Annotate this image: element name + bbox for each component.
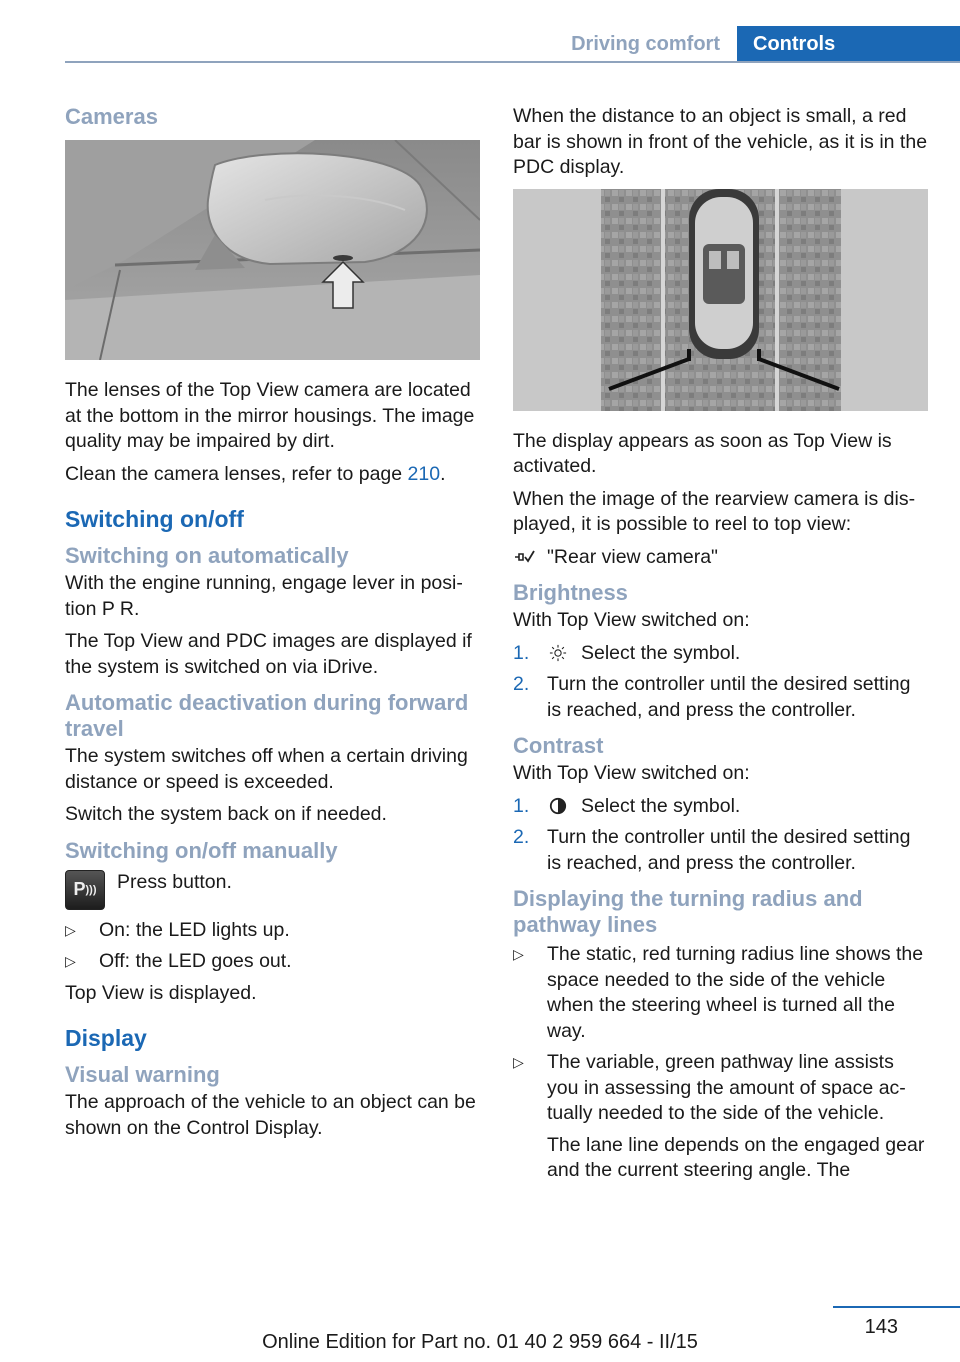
page-header: [0, 0, 960, 64]
right-column: [513, 96, 928, 1190]
mirror-camera-illustration: [65, 140, 480, 360]
contrast-steps: [513, 794, 928, 877]
press-button-row: [65, 870, 480, 910]
list-item: [513, 942, 928, 1044]
header-section: Driving comfort: [571, 33, 720, 55]
bullet-marker: ▷: [65, 921, 76, 938]
brightness-steps: [513, 641, 928, 724]
bullet-text: Off: the LED goes out.: [99, 950, 292, 972]
brightness-intro: With Top View switched on:: [513, 609, 750, 631]
rearview-text: When the image of the rearview camera is displayed, it is possible to reel to top view:: [513, 487, 916, 535]
brightness-heading: Brightness: [513, 580, 628, 605]
deactivation-text-2: Switch the system back on if needed.: [65, 803, 387, 825]
turning-radius-heading: Displaying the turning radius and pathway lines: [513, 886, 863, 937]
deactivation-text-1: The system switches off when a certain driving distance or speed is exceeded.: [65, 745, 468, 793]
step-text: Select the symbol.: [581, 794, 741, 817]
auto-heading: Switching on automatically: [65, 543, 349, 568]
rear-camera-icon: [513, 548, 535, 566]
page-number: 143: [864, 1316, 898, 1338]
contrast-icon: [547, 797, 569, 815]
page-210-link[interactable]: 210: [407, 462, 441, 485]
contrast-heading: Contrast: [513, 733, 604, 758]
pdc-button-glyph: P: [73, 879, 86, 899]
step-number: 1.: [513, 641, 530, 664]
visual-warning-text: The approach of the vehicle to an object can be shown on the Control Display.: [65, 1091, 476, 1139]
edition-footer: Online Edition for Part no. 01 40 2 959 664 - II/15: [262, 1331, 698, 1353]
auto-text-2: The Top View and PDC images are displayed if the system is switched on via iDrive.: [65, 630, 472, 678]
manual-heading: Switching on/off manually: [65, 837, 338, 863]
turning-bullets: [513, 942, 928, 1184]
visual-warning-heading: Visual warning: [65, 1062, 220, 1087]
clean-text: Clean the camera lenses, refer to page: [65, 462, 408, 485]
rear-view-camera-row: [513, 545, 928, 571]
step-number: 2.: [513, 673, 530, 695]
header-rule: [65, 61, 960, 63]
lenses-text: The lenses of the Top View camera are located at the bottom in the mirror housings. The image quality may be impaired by dirt.: [65, 379, 475, 452]
list-item: [513, 672, 928, 723]
top-view-display-illustration: [513, 189, 928, 411]
step-text: Turn the controller until the desired setting is reached, and press the controller.: [547, 673, 911, 721]
contrast-intro: With Top View switched on:: [513, 762, 750, 784]
press-button-text: Press button.: [117, 870, 232, 893]
header-chapter-tab: Controls: [737, 26, 960, 62]
step-text: Select the symbol.: [581, 641, 741, 664]
step-number: 2.: [513, 826, 530, 848]
list-item: [513, 1050, 928, 1184]
list-item: [513, 641, 928, 667]
cameras-heading: Cameras: [65, 104, 158, 129]
clean-text-end: .: [440, 462, 446, 485]
display-heading: Display: [65, 1025, 147, 1051]
topview-displayed-text: Top View is displayed.: [65, 981, 257, 1004]
red-bar-text: When the distance to an object is small, a red bar is shown in front of the vehicle, as it is in the PDC display.: [513, 105, 928, 178]
bullet-marker: ▷: [513, 946, 524, 962]
lane-line-text: The lane line depends on the engaged gear and the current steering angle. The: [547, 1133, 925, 1181]
left-column: [65, 96, 480, 1148]
list-item: [513, 794, 928, 820]
bullet-text: The static, red turning radius line shows the space needed to the side of the vehicle when the steering wheel is turned all the way.: [547, 943, 924, 1042]
auto-text-1: With the engine running, engage lever in position P R.: [65, 572, 463, 620]
list-item: [513, 825, 928, 876]
mirror-figure: [65, 140, 480, 360]
manual-bullets: [65, 918, 480, 975]
step-number: 1.: [513, 794, 530, 817]
clean-lenses-text: [65, 462, 480, 488]
topview-figure: [513, 189, 928, 411]
pdc-button-waves: ))): [85, 883, 97, 896]
pdc-button-icon: [65, 870, 105, 910]
bullet-text: On: the LED lights up.: [99, 918, 290, 941]
bullet-marker: ▷: [513, 1054, 524, 1070]
list-item: [65, 918, 480, 944]
sun-icon: [547, 644, 569, 662]
deactivation-heading: Automatic deactivation during forward travel: [65, 690, 469, 741]
list-item: [65, 949, 480, 975]
switching-heading: Switching on/off: [65, 506, 244, 532]
footer-rule: [833, 1306, 960, 1308]
bullet-text: The variable, green pathway line assists you in assessing the amount of space actually needed to the side of the vehicle.: [547, 1051, 906, 1124]
bullet-marker: ▷: [65, 953, 76, 969]
display-appears-text: The display appears as soon as Top View is activated.: [513, 429, 892, 477]
step-text: Turn the controller until the desired setting is reached, and press the controller.: [547, 826, 911, 874]
rear-view-camera-label: "Rear view camera": [547, 545, 718, 568]
